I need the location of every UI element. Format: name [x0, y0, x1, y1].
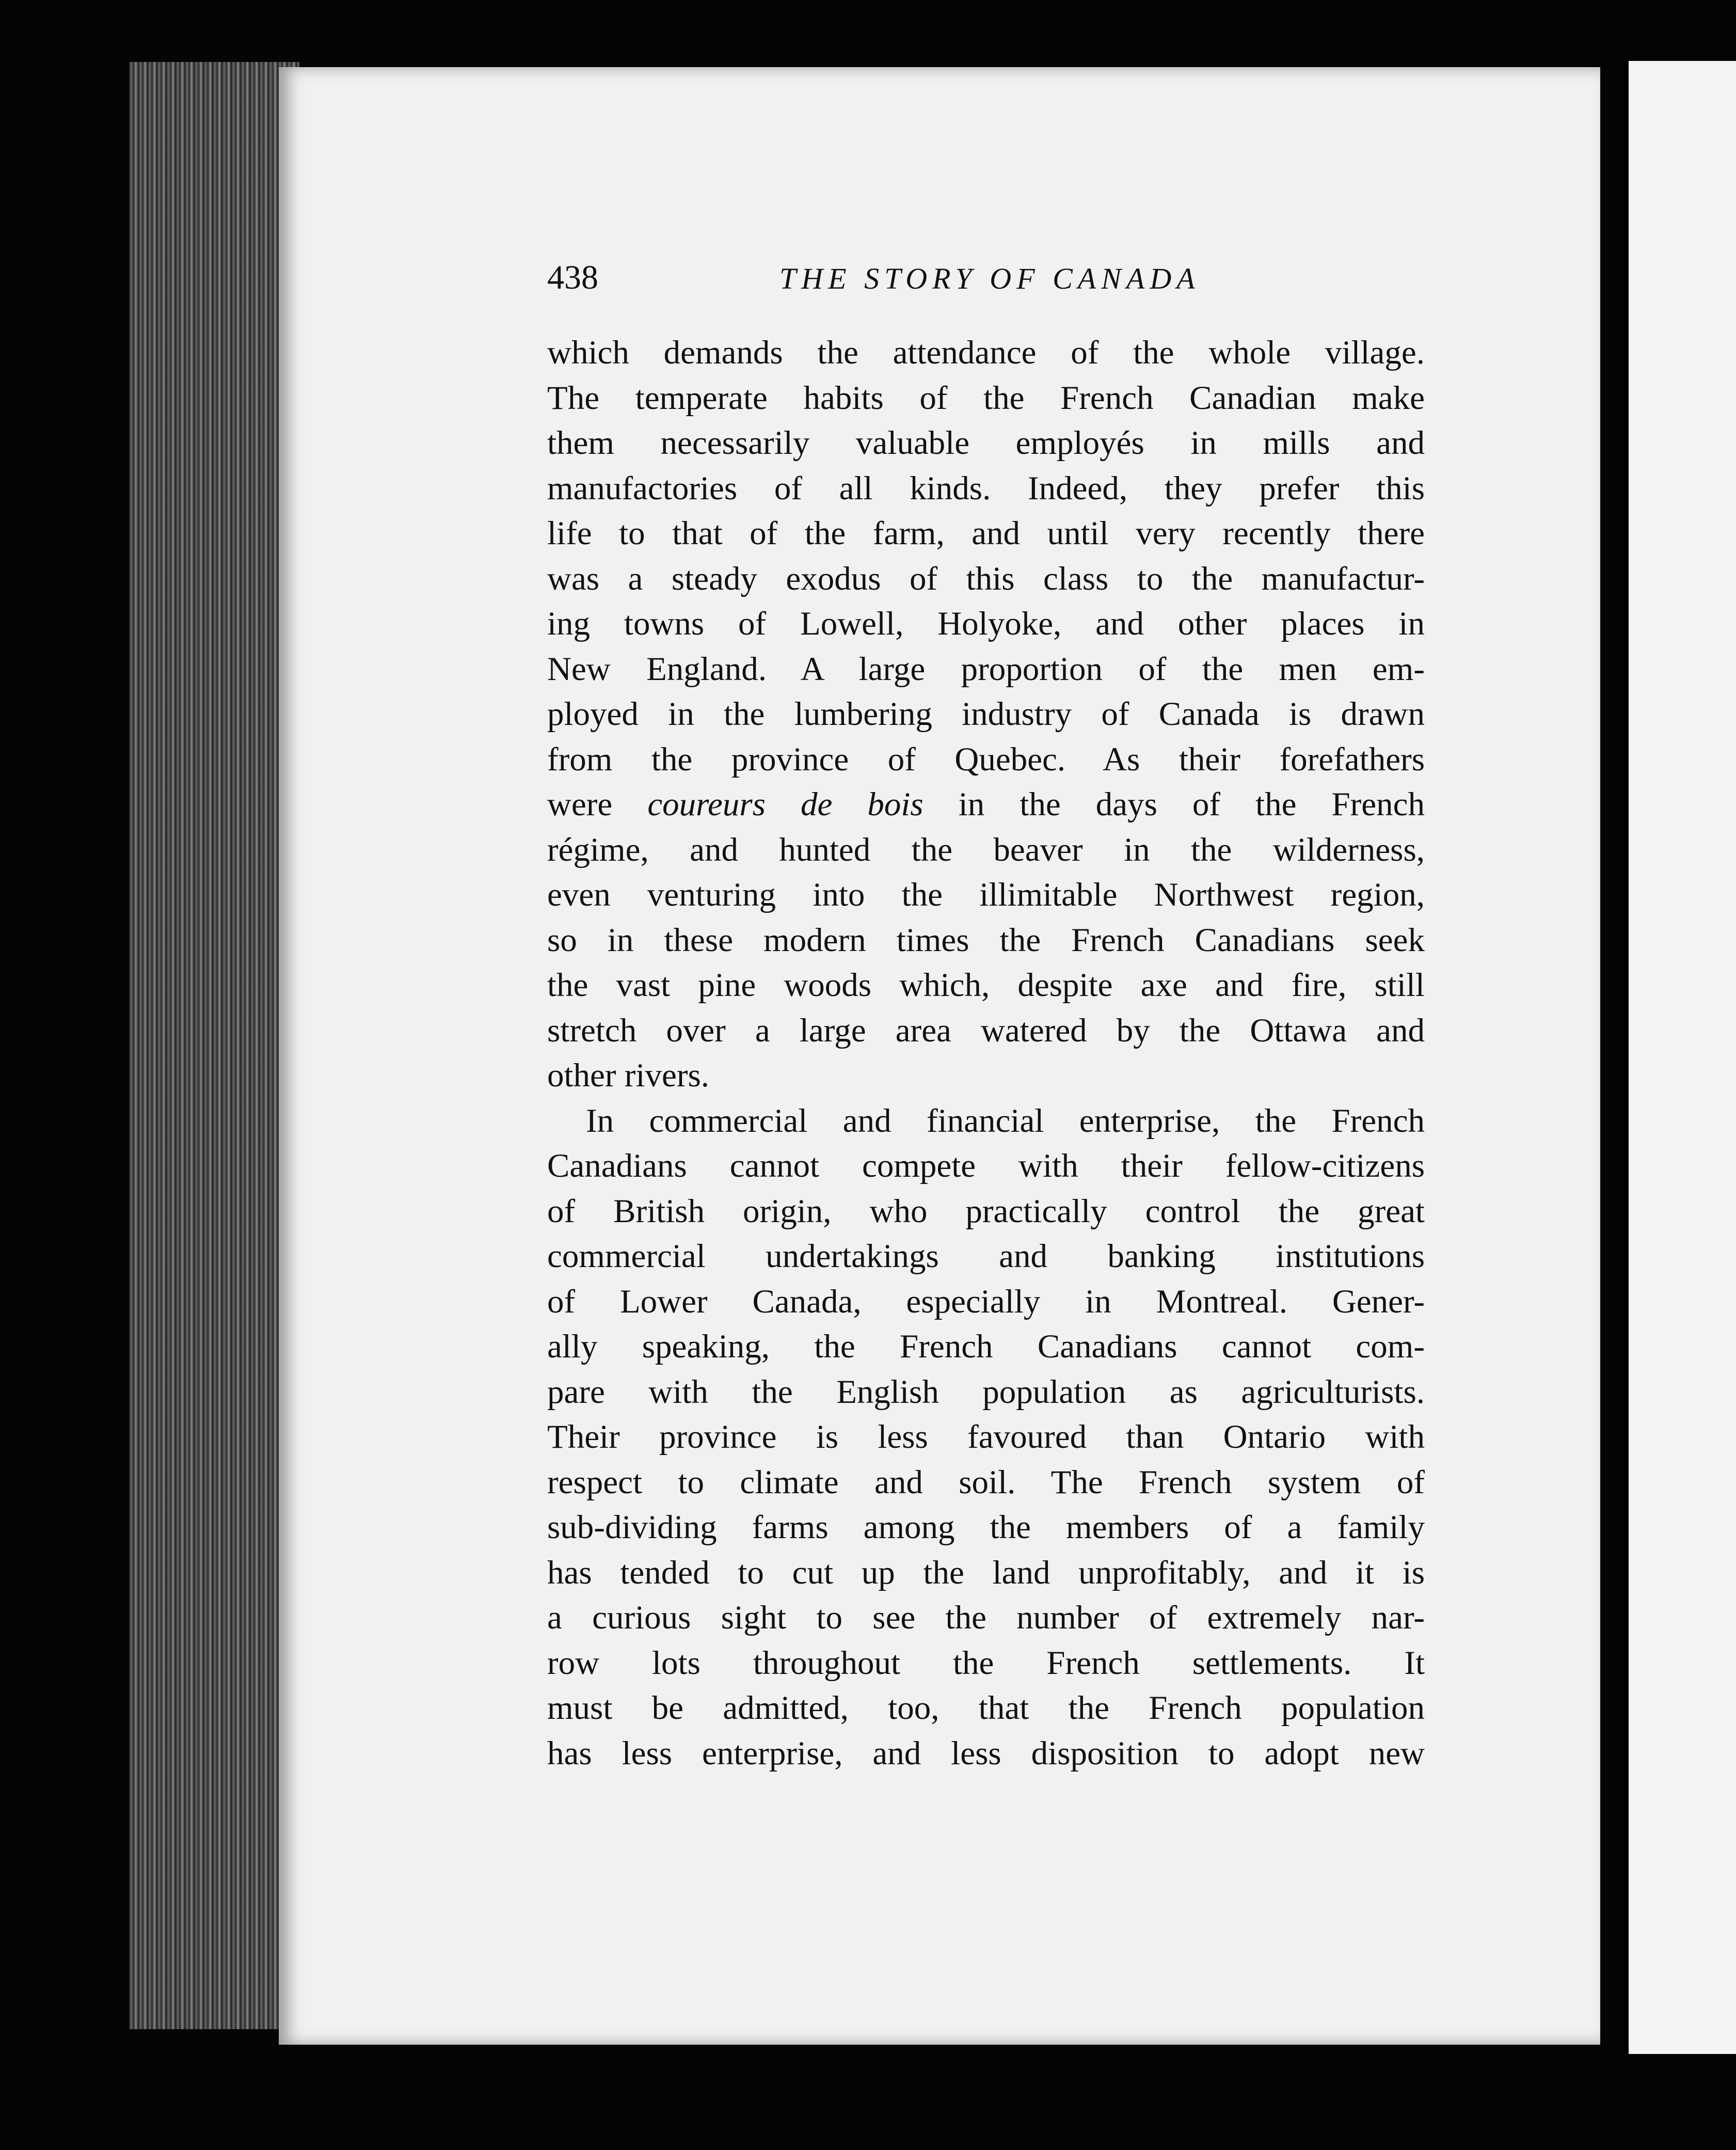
text-line: life to that of the farm, and until very recently there [547, 515, 1425, 552]
text-line: respect to climate and soil. The French system of [547, 1463, 1425, 1501]
text-line: which demands the attendance of the whole village. [547, 334, 1425, 371]
italic-phrase: coureurs de bois [647, 786, 923, 823]
text-line: has less enterprise, and less disposition to adopt new [547, 1734, 1425, 1772]
text-line: row lots throughout the French settlements. It [547, 1644, 1425, 1682]
text-line: a curious sight to see the number of extremely nar- [547, 1599, 1425, 1636]
text-line: régime, and hunted the beaver in the wilderness, [547, 831, 1425, 868]
text-line: stretch over a large area watered by the Ottawa and [547, 1011, 1425, 1049]
right-page-edge [1623, 61, 1736, 2054]
text-line: ployed in the lumbering industry of Canada is drawn [547, 695, 1425, 733]
text-line: them necessarily valuable employés in mills and [547, 424, 1425, 462]
text-line: In commercial and financial enterprise, the French [586, 1102, 1425, 1140]
page-edges [129, 62, 299, 2029]
text-line: ally speaking, the French Canadians cannot com- [547, 1328, 1425, 1365]
text-line: other rivers. [547, 1057, 710, 1094]
page-header [547, 258, 1234, 305]
paragraph-1 [547, 330, 1425, 1099]
text-line: of Lower Canada, especially in Montreal. Gener- [547, 1283, 1425, 1320]
text-line: ing towns of Lowell, Holyoke, and other places in [547, 605, 1425, 642]
body-text [547, 330, 1425, 1776]
text-line: even venturing into the illimitable Northwest region, [547, 876, 1425, 913]
text-line: pare with the English population as agriculturists. [547, 1373, 1425, 1411]
text-line: commercial undertakings and banking institutions [547, 1238, 1425, 1275]
text-line: so in these modern times the French Canadians seek [547, 921, 1425, 959]
text-line: were coureurs de bois in the days of the French [547, 786, 1425, 823]
text-line: the vast pine woods which, despite axe and fire, still [547, 967, 1425, 1004]
text-line: manufactories of all kinds. Indeed, they prefer this [547, 469, 1425, 507]
text-line: was a steady exodus of this class to the manufactur- [547, 560, 1425, 597]
text-line: New England. A large proportion of the men em- [547, 650, 1425, 688]
page-number: 438 [547, 259, 598, 296]
text-line: has tended to cut up the land unprofitably, and it is [547, 1554, 1425, 1591]
text-line: Canadians cannot compete with their fellow-citizens [547, 1147, 1425, 1184]
text-line: from the province of Quebec. As their forefathers [547, 740, 1425, 778]
text-line: sub-dividing farms among the members of a family [547, 1509, 1425, 1546]
text-line: of British origin, who practically control the great [547, 1192, 1425, 1230]
text-line: The temperate habits of the French Canadian make [547, 379, 1425, 417]
running-head: THE STORY OF CANADA [779, 262, 1200, 295]
text-line: must be admitted, too, that the French population [547, 1689, 1425, 1727]
text-line: Their province is less favoured than Ontario with [547, 1418, 1425, 1456]
paragraph-2 [547, 1099, 1425, 1777]
